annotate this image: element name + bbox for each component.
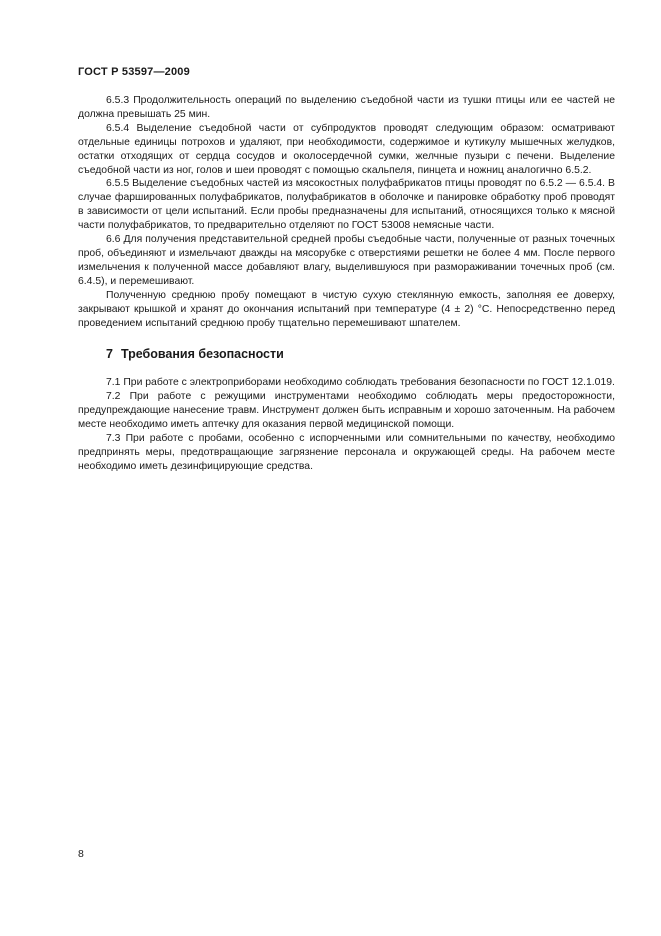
paragraph-6-5-3: 6.5.3 Продолжительность операций по выделению съедобной части из тушки птицы или ее частей не должна превышать 25 мин. [78, 95, 615, 120]
paragraph-6-5-5: 6.5.5 Выделение съедобных частей из мясокостных полуфабрикатов птицы проводят по 6.5.2 — 6.5.4. В случае фаршированных полуфабрикатов, полуфабрикатов в оболочке и панировке обработку проб проводят в зависимости от цели испытаний. Если пробы предназначены для испытаний, относящихся только к мясной части полуфабрикатов, то предварительно отделяют по ГОСТ 53008 немясные части. [78, 178, 615, 232]
paragraph-7-3: 7.3 При работе с пробами, особенно с испорченными или сомнительными по качеству, необходимо предпринять меры, предотвращающие загрязнение персонала и окружающей среды. На рабочем месте необходимо иметь дезинфицирующие средства. [78, 433, 615, 472]
section-heading [78, 346, 615, 362]
paragraph-6-6-cont: Полученную среднюю пробу помещают в чистую сухую стеклянную емкость, заполняя ее доверху, закрывают крышкой и хранят до окончания испытаний при температуре (4 ± 2) °С. Непосредственно перед проведением испытаний среднюю пробу тщательно перемешивают шпателем. [78, 289, 615, 329]
paragraph-6-5-4: 6.5.4 Выделение съедобной части от субпродуктов проводят следующим образом: осматривают отдельные единицы потрохов и удаляют, при необходимости, содержимое и кутикулу мышечных желудков, остатки отходящих от сердца сосудов и околосердечной сумки, желчные пузыри с печени. Выделение съедобной части из ног, голов и шеи проводят с помощью скальпеля, пинцета и ножниц аналогично 6.5.2. [78, 122, 615, 176]
paragraph-7-2: 7.2 При работе с режущими инструментами необходимо соблюдать меры предосторожности, предупреждающие нанесение травм. Инструмент должен быть исправным и хорошо заточенным. На рабочем месте необходимо иметь аптечку для оказания первой медицинской помощи. [78, 391, 615, 431]
section-number: 7 [106, 347, 113, 362]
paragraph-7-1: 7.1 При работе с электроприборами необходимо соблюдать требования безопасности по ГОСТ 12.1.019. [106, 377, 615, 389]
page-number: 8 [78, 848, 84, 860]
standard-header: ГОСТ Р 53597—2009 [78, 66, 190, 78]
section-title: Требования безопасности [120, 347, 284, 362]
paragraph-6-6: 6.6 Для получения представительной средней пробы съедобные части, полученные от разных точечных проб, объединяют и измельчают дважды на мясорубке с отверстиями решетки не более 4 мм. После первого измельчения к полученной массе добавляют влагу, выделившуюся при размораживании точечных проб (см. 6.4.5), и перемешивают. [78, 234, 615, 287]
document-body [78, 94, 615, 474]
